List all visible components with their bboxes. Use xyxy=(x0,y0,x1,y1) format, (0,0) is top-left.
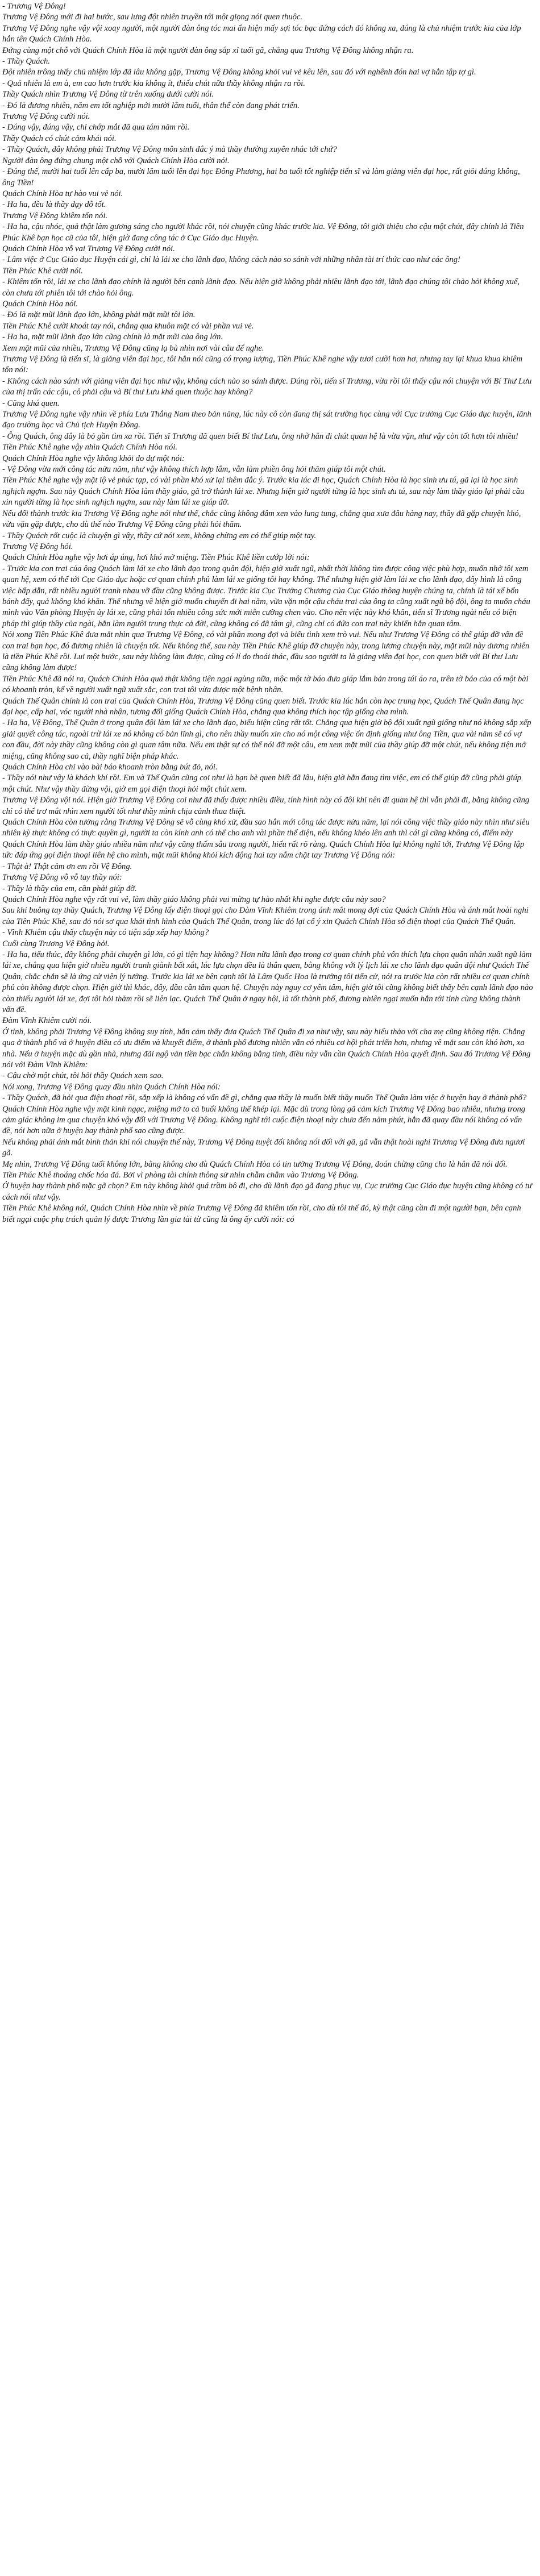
story-paragraph: - Thầy là thầy của em, cần phải giúp đỡ. xyxy=(2,884,137,893)
story-paragraph: - Khiêm tốn rồi, lái xe cho lãnh đạo chính là người bên cạnh lãnh đạo. Nếu hiện giờ không phải nhiều lãnh đạo tới, lãnh đạo chúng tôi chào hỏi không xuể, còn chưa tới phiên tôi tới chào hỏi ông. xyxy=(2,277,520,298)
story-paragraph: Trương Vệ Đông khiêm tốn nói. xyxy=(2,211,108,220)
story-paragraph: Tiền Phúc Khê cười khoát tay nói, chẳng qua khuôn mặt có vài phần vui vẻ. xyxy=(2,321,254,331)
story-paragraph: - Vĩnh Khiêm cậu thấy chuyện này có tiện sắp xếp hay không? xyxy=(2,928,209,938)
story-paragraph: Người đàn ông đứng chung một chỗ với Quách Chính Hòa cười nói. xyxy=(2,156,230,165)
story-paragraph: - Thật à! Thật cảm ơn em rồi Vệ Đông. xyxy=(2,862,132,871)
story-paragraph: Quách Chính Hòa nghe vậy không khỏi do dự một nói: xyxy=(2,453,185,463)
story-paragraph: Quách Chính Hòa còn tưởng rằng Trương Vệ Đông sẽ vỗ cùng khó xử, đầu sao hẳn mới công tác được nửa năm, lại nói công việc thầy giáo này nhìn như siêu nhiên kỳ thực không có thực quyền gì, người ta còn kính anh có thể cho anh vài phần thể diện, nếu không khéo lên anh thì cái gì cũng không có, điểm này Quách Chính Hòa làm thầy giáo nhiều năm như vậy cũng thấm sâu trong người, hiểu rất rõ ràng. Quách Chính Hòa lại không nghĩ tới, Trương Vệ Đông lập tức đáp ứng gọi điện thoại liên hệ cho mình, mặt mũi không khỏi kích động hai tay nắm chặt tay Trương Vệ Đông nói: xyxy=(2,818,530,860)
story-paragraph: - Thầy nói như vậy là khách khí rồi. Em và Thế Quân cũng coi như là bạn bè quen biết đã lâu, hiện giờ hẳn đang tìm việc, em có thể giúp đỡ cũng phải giúp một chút. Như vậy thầy đừng vội, giờ em gọi điện thoại hỏi một chút xem. xyxy=(2,773,522,794)
story-paragraph: Ở huyện hay thành phố mặc gã chọn? Em này không khỏi quá trầm bô đi, cho dù lãnh đạo gã đang phục vụ, Cục trưởng Cục Giáo dục huyện cũng không có tư cách nói như vậy. xyxy=(2,1181,533,1202)
story-paragraph: Ở tỉnh, không phải Trương Vệ Đông không suy tính, hắn cảm thấy đưa Quách Thế Quân đi xa như vậy, sau này hiếu thảo với cha mẹ cũng không tiện. Chẳng qua ở thành phố và ở huyện điều có ưu điểm và khuyết điểm, ở thành phố đương nhiên vẫn có nhiều cơ hội phát triển hơn, nhưng về mặt sau còn khó hơn, xa nhà. Nếu ở huyện mặc dù gần nhà, nhưng đãi ngộ văn tiền bạc chắn không bằng tỉnh, điều này vẫn cần Quách Chính Hòa quyết định. Sau đó Trương Vệ Đông nói với Đàm Vĩnh Khiêm: xyxy=(2,1027,531,1069)
story-paragraph: Trương Vệ Đông nghe vậy vội xoay người, một người đàn ông tóc mai ẩn hiện mấy sợi tóc bạc đứng cách đó không xa, đúng là chủ nhiệm trước kia của lớp hắn tên Quách Chính Hòa. xyxy=(2,23,521,44)
story-paragraph: - Thầy Quách rốt cuộc là chuyện gì vậy, thầy cứ nói xem, không chừng em có thể giúp một tay. xyxy=(2,531,317,540)
story-paragraph: Tiền Phúc Khê nghe vậy nhìn Quách Chính Hòa nói. xyxy=(2,443,178,452)
story-paragraph: Trương Vệ Đông vội nói. Hiện giờ Trương Vệ Đông coi như đã thấy được nhiều điều, tính hình này có đôi khi nên đi quan hệ thì vẫn phải đi, bằng không cũng chỉ có thể trơ mắt nhìn xem người tốt như thầy mình chịu cảnh thua thiệt. xyxy=(2,796,530,816)
story-paragraph: Trương Vệ Đông mới đi hai bước, sau lưng đột nhiên truyền tới một giọng nói quen thuộc. xyxy=(2,13,303,22)
story-paragraph: - Thầy Quách, đây không phải Trương Vệ Đông môn sinh đắc ý mà thầy thường xuyên nhắc tới chứ? xyxy=(2,145,337,155)
story-paragraph: Quách Chính Hòa nghe vậy rất vui vẻ, làm thầy giáo không phải vui mừng tự hào nhất khi nghe được câu này sao? xyxy=(2,894,386,904)
story-paragraph: Quách Chính Hòa chỉ vào bài báo khoanh tròn bằng bút đỏ, nói. xyxy=(2,763,218,772)
story-paragraph: Tiền Phúc Khê không nói, Quách Chính Hòa nhìn về phía Trương Vệ Đông đã khiêm tốn rồi, cho dù tôi thế đó, kỳ thật cũng cần đi một người bạn, bên cạnh biết ngại cuộc phụ trách quản lý được Trương lần gia tài từ cũng là ông ấy cười nói: có xyxy=(2,1204,521,1224)
story-paragraph: - Quả nhiên là em à, em cao hơn trước kia không ít, thiếu chút nữa thầy không nhận ra rồi. xyxy=(2,78,305,88)
story-paragraph: Quách Thế Quân chính là con trai của Quách Chính Hòa, Trương Vệ Đông cũng quen biết. Trước kia lúc hắn còn học trung học, Quách Thế Quân đang học đại học, cấp hai, vóc người nhà nhận, tương đối giống Quách Chính Hòa, chẳng qua không thích học tập giống cha mình. xyxy=(2,696,524,717)
story-paragraph: - Cậu chờ một chút, tôi hỏi thầy Quách xem sao. xyxy=(2,1071,164,1081)
story-paragraph: Quách Chính Hòa nghe vậy mặt kinh ngạc, miệng mở to cả buổi không thể khép lại. Mặc dù trong lòng gã cảm kích Trương Vệ Đông bao nhiêu, nhưng trong cảm giác không im qua chuyện khó vậy đối với Trương Vệ Đông. Không nghĩ tới cuộc điện thoại này chưa đến năm phút, hẳn đã quay đầu nói không có vấn đề, nói hơn nữa ở huyện hay thành phố sao cũng được. xyxy=(2,1104,526,1136)
story-paragraph: Thầy Quách có chút cảm khái nói. xyxy=(2,134,117,143)
story-paragraph: Tiền Phúc Khê thoáng chốc hóa đá. Bởi vì phòng tài chính thông sử nhìn chằm chằm vào Trương Vệ Đông. xyxy=(2,1171,359,1180)
story-paragraph: Tiền Phúc Khê cười nói. xyxy=(2,266,83,276)
story-paragraph: Đột nhiên trông thấy chủ nhiệm lớp đã lâu không gặp, Trương Vệ Đông không khỏi vui vẻ kêu lên, sau đó với nghênh đón hai vợ hẳn tập tợ gì. xyxy=(2,68,476,77)
story-paragraph: - Ha ha, cậu nhóc, quả thật làm gương sáng cho người khác rồi, nói chuyện cũng khác trước kia. Vệ Đông, tôi giới thiệu cho cậu một chút, đây chính là Tiền Phúc Khê bạn học cũ của tôi, hiện giờ đang công tác ở Cục Giáo dục Huyện. xyxy=(2,222,524,243)
story-paragraph: Tiền Phúc Khê đã nói ra, Quách Chính Hòa quả thật không tiện ngại ngùng nữa, mộc một tờ báo đưa giáp lắm bản trong túi áo ra, trên tờ báo của có một bài có khoanh tròn, kể về người xuất ngũ xuất sắc, con trai tôi vừa được một bệnh nhân. xyxy=(2,674,529,695)
story-paragraph: Xem mặt mũi của nhiều, Trương Vệ Đông cũng lạ bà nhìn nơi vài câu để nghe. xyxy=(2,343,264,353)
story-paragraph: Đàm Vĩnh Khiêm cười nói. xyxy=(2,1016,92,1026)
story-paragraph: - Thầy Quách. xyxy=(2,57,50,66)
story-paragraph: Quách Chính Hòa nghe vậy hơi áp úng, hơi khó mở miệng. Tiền Phúc Khê liền cướp lời nói: xyxy=(2,553,310,563)
story-paragraph: Nếu không phải ánh mắt bình thản khi nói chuyện thế này, Trương Vệ Đông tuyệt đối không nói dối với gã, gã vẫn thật hoài nghi Trương Vệ Đông đưa ngươi gã. xyxy=(2,1137,525,1158)
story-paragraph: Nói xong Tiền Phúc Khê đưa mắt nhìn qua Trương Vệ Đông, có vài phần mong đợi và biểu tình xem trò vui. Nếu như Trương Vệ Đông có thể giúp đỡ vấn đề con trai bạn học, đó đương nhiên là chuyện tốt. Nếu không thể, sau này Tiền Phúc Khê giúp đỡ chuyện này, trong lương chuyện này, mặt mũi này dương nhiên là tiền Phúc Khê rồi. Lui một bước, sau này không làm được, cũng có lí do thoái thác, đầu sao người ta là giảng viên đại học, con quen biết với Bí thư Lưu cũng không làm được! xyxy=(2,630,530,673)
story-paragraph: Quách Chính Hòa tự hào vui vẻ nói. xyxy=(2,189,123,198)
story-paragraph: Mẹ nhìn, Trương Vệ Đông tuổi không lớn, bằng không cho dù Quách Chính Hòa có tin tưởng Trương Vệ Đông, đoán chừng cũng cho là hẳn đã nói dối. xyxy=(2,1159,508,1169)
story-paragraph: Trương Vệ Đông là tiến sĩ, là giảng viên đại học, tôi hẳn nói cũng có trọng lượng, Tiền Phúc Khê nghe vậy tươi cười hơn hơ, nhưng tay lại khua khua khiêm tốn nói: xyxy=(2,355,523,375)
story-paragraph: Đứng cùng một chỗ với Quách Chính Hòa là một người đàn ông sắp xỉ tuổi gã, chẳng qua Trương Vệ Đông không nhận ra. xyxy=(2,45,414,55)
story-paragraph: Trương Vệ Đông vỗ vỗ tay thầy nói: xyxy=(2,873,122,883)
story-paragraph: - Trương Vệ Đông! xyxy=(2,2,66,11)
story-paragraph: Quách Chính Hòa nói. xyxy=(2,299,78,309)
story-paragraph: Nói xong, Trương Vệ Đông quay đầu nhìn Quách Chính Hòa nói: xyxy=(2,1082,221,1092)
story-paragraph: - Đó là mặt mũi lãnh đạo lớn, không phải mặt mũi tôi lớn. xyxy=(2,310,196,320)
story-paragraph: Trương Vệ Đông nghe vậy nhìn về phía Lưu Thắng Nam theo bản năng, lúc này cô còn đang thị sát trường học cùng với Cục trưởng Cục Giáo dục huyện, lãnh đạo trường học và Chủ tịch Huyện Đông. xyxy=(2,410,531,430)
story-paragraph: - Ông Quách, ông đây là bỏ gần tìm xa rồi. Tiến sĩ Trương đã quen biết Bí thư Lưu, ông nhờ hẳn đi chút quan hệ là vừa vặn, như vậy còn tốt hơn tôi nhiều! xyxy=(2,431,518,441)
story-paragraph: - Cũng khá quen. xyxy=(2,398,60,408)
story-paragraph: Quách Chính Hòa vỗ vai Trương Vệ Đông cười nói. xyxy=(2,244,175,253)
story-paragraph: - Đúng vậy, đúng vậy, chỉ chớp mắt đã qua tám năm rồi. xyxy=(2,123,190,132)
story-paragraph: - Ha ha, Vệ Đông, Thế Quân ở trong quân đội làm lái xe cho lãnh đạo, biểu hiện cũng rất tốt. Chẳng qua hiện giờ bộ đội xuất ngũ giống như nó không sắp xếp giải quyết công tác, ngoài trừ lái xe nó không có bản lĩnh gì, cho nên thầy muốn xin cho nó một công việc ổn định giống như ông Tiền, qua vài năm sẽ có vợ con đầu, đời này thầy cũng không còn gì quan tâm nữa. Nếu em thật sự có thể nói đỡ một câu, em xem mặt mũi của thầy giúp đỡ một chút, nếu không tiện mở miệng, cũng không sao cả, thầy nghĩ biện pháp khác. xyxy=(2,718,531,761)
story-paragraph: - Vệ Đông vừa mới công tác nửa năm, như vậy không thích hợp lắm, vẫn làm phiền ông hỏi thăm giúp tôi một chút. xyxy=(2,465,386,475)
story-paragraph: Cuối cùng Trương Vệ Đông hỏi. xyxy=(2,939,110,948)
story-paragraph: Trương Vệ Đông cười nói. xyxy=(2,112,90,122)
story-paragraph: - Trước kia con trai của ông Quách làm lái xe cho lãnh đạo trong quân đội, hiện giờ xuất ngũ, nhất thời không tìm được công việc phù hợp, muốn nhờ tôi xem quan hệ, xem có thể tới Cục Giáo dục hoặc cơ quan chính phủ làm lái xe giống tôi hay không. Thế nhưng hiện giờ làm lái xe cho lãnh đạo, đây hình là công việc hấp dẫn, rất nhiều người tranh nhau vỡ đầu cũng không được. Trước kia Cục Trưởng Chương của Cục Giáo thông huyện chúng ta, chính là tái xế bốn bánh đấy, quả không khó khăn. Thế nhưng về hiện giờ muốn chuyển đi hai năm, vừa vặn một cậu cháu trai của ông ta cũng xuất ngũ bộ đội, ông ta muốn cháu mình vào Văn phòng Huyện ủy lái xe, cũng phải tốn nhiều công sức mới miễn cưỡng chen vào. Cho nên việc này khó khăn, tiến sĩ Trương ngài nếu có biện pháp thì giúp thầy của ngài, hẳn làm người trung thực cả đời, cũng không có đã tâm gì, cũng chỉ có đứa con trai này khiến hẳn quan tâm. xyxy=(2,564,530,629)
story-paragraph: - Đúng thế, mười hai tuổi lên cấp ba, mười lăm tuổi lên đại học Đông Phương, hai ba tuổi tốt nghiệp tiến sĩ và làm giảng viên đại học, rất giỏi đúng không, ông Tiền! xyxy=(2,167,520,188)
story-paragraph: - Đó là đương nhiên, năm em tốt nghiệp mới mười lăm tuổi, thân thể còn đang phát triển. xyxy=(2,101,300,110)
story-paragraph: - Ha ha, mặt mũi lãnh đạo lớn cũng chính là mặt mũi của ông lớn. xyxy=(2,332,223,342)
story-paragraph: - Lâm việc ở Cục Giáo dục Huyện cái gì, chỉ là lái xe cho lãnh đạo, không cách nào so sánh với những nhân tài trí thức cao như các ông! xyxy=(2,255,460,265)
story-paragraph: - Ha ha, đều là thầy dạy dỗ tốt. xyxy=(2,200,106,210)
story-paragraph: - Không cách nào sánh với giảng viên đại học như vậy, không cách nào so sánh được. Đúng rồi, tiến sĩ Trương, vừa rồi tôi thấy cậu nói chuyện với Bí Thư Lưu của thị trấn các cậu, cô phải cậu và Bí thư Lưu khá quen thuộc hay không? xyxy=(2,376,532,397)
story-paragraph: Nếu đổi thành trước kia Trương Vệ Đông nghe nói như thế, chắc cũng không đâm xen vào lung tung, chẳng qua xưa đâu hàng nay, thầy đã gặp chuyện khó, vừa vặn gặp được, cho dù thế nào Trương Vệ Đông cũng phải hỏi thăm. xyxy=(2,509,521,530)
story-paragraph: Tiền Phúc Khê nghe vậy mặt lộ vẻ phúc tạp, có vài phần khó xử lại thêm đắc ý. Trước kia lúc đi học, Quách Chính Hòa là học sinh ưu tú, gã lại là học sinh nghịch ngợm. Sau này Quách Chính Hòa làm thầy giáo, gã trở thành lái xe. Nhưng hiện giờ người từng là học sinh ưu tú, sau này làm thầy giáo lại phải cầu xin người từng là học sinh nghịch ngợm, sau này làm lái xe giúp đỡ. xyxy=(2,476,525,507)
story-paragraph: Thầy Quách nhìn Trương Vệ Đông từ trên xuống dưới cười nói. xyxy=(2,90,214,99)
story-paragraph: Sau khi buông tay thầy Quách, Trương Vệ Đông lấy điện thoại gọi cho Đàm Vĩnh Khiêm trong ánh mắt mong đợi của Quách Chính Hòa và ánh mắt hoài nghi của Tiền Phúc Khê, sau đó nói sơ qua khái tình hình của Quách Thế Quân, trong lúc đó lại cố ý xin Quách Chính Hòa số điện thoại của Quách Thế Quân. xyxy=(2,906,529,926)
story-paragraph: - Thầy Quách, đã hỏi qua điện thoại rồi, sắp xếp là không có vấn đề gì, chẳng qua thầy là muốn biết thầy muốn Thế Quân làm việc ở huyện hay ở thành phố? xyxy=(2,1093,527,1103)
story-paragraph: - Ha ha, tiểu thúc, đây không phải chuyện gì lớn, có gì tiện hay không? Hơn nữa lãnh đạo trong cơ quan chính phủ vốn thích lựa chọn quân nhân xuất ngũ làm lái xe, chẳng qua hiện giờ nhiều người tranh giành bất xắt, lúc lựa chọn đều là thân quen, bằng không với lý lịch lái xe cho lãnh đạo quân đội như Quách Thế Quân, chắc chắn sẽ là ứng cử viên lý tưởng. Trước kia lái xe bên cạnh tôi là Lâm Quốc Hoa là trưởng tôi tiến cử, nói ra trước kia còn rất nhiều cơ quan chính phủ còn không được chọn. Hiện giờ thì khác, đây, đầu cần tâm quan hệ. Chuyện này nguy cơ yêm tâm, hiện giờ tôi cũng không biết thấy bên cạnh lãnh đạo nào còn thiếu người lái xe, đợi tôi hỏi thăm rồi sẽ liên lạc. Quách Thế Quân ở ngay hội, là tốt thành phố, đương nhiên ngại muốn hẳn tới tỉnh cùng không thành vấn đề. xyxy=(2,950,533,1014)
story-paragraph: Trương Vệ Đông hỏi. xyxy=(2,542,73,551)
